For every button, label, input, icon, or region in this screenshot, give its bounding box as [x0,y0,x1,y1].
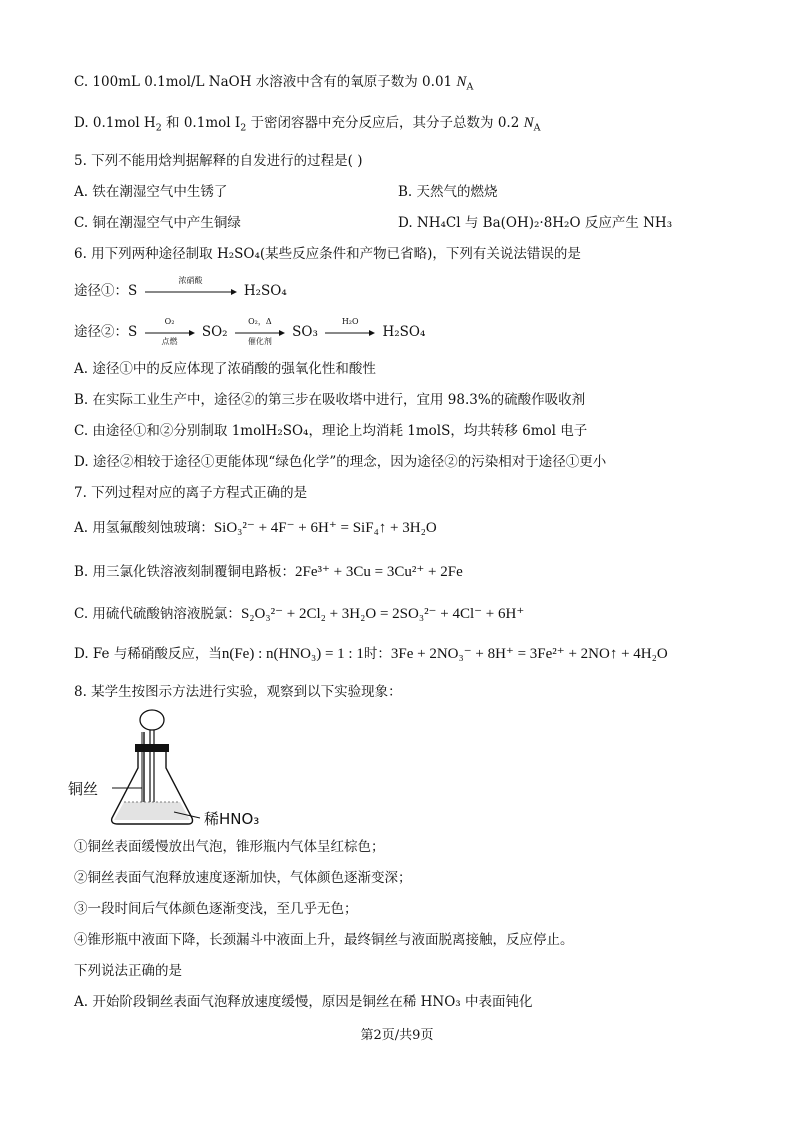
route-1: 途径①：S 浓硝酸 H₂SO₄ [74,275,287,299]
reaction-arrow: O₂，Δ 催化剂 [235,329,285,337]
q6-option-a: A. 途径①中的反应体现了浓硝酸的强氧化性和酸性 [74,361,376,377]
reaction-arrow: O₂ 点燃 [145,329,195,337]
na-symbol: N [456,74,467,90]
q8-option-a: A. 开始阶段铜丝表面气泡释放速度缓慢，原因是铜丝在稀 HNO₃ 中表面钝化 [74,994,533,1010]
q6-option-d: D. 途径②相较于途径①更能体现“绿色化学”的理念，因为途径②的污染相对于途径①更小 [74,454,607,470]
reaction-arrow: 浓硝酸 [145,288,237,296]
route-2: 途径②：S O₂ 点燃 SO₂ O₂，Δ 催化剂 SO₃ H₂O H₂SO₄ [74,316,426,346]
q7-option-a: A. 用氢氟酸刻蚀玻璃：SiO₃²⁻ + 4F⁻ + 6H⁺ = SiF₄↑ + 3H₂O [74,520,437,536]
q5-option-a: A. 铁在潮湿空气中生锈了 [74,184,228,200]
q5-option-c: C. 铜在潮湿空气中产生铜绿 [74,215,241,231]
observation-3: ③一段时间后气体颜色逐渐变浅，至几乎无色； [74,901,358,917]
q5-option-d: D. NH₄Cl 与 Ba(OH)₂·8H₂O 反应产生 NH₃ [398,215,673,231]
label-dilute-hno3: 稀HNO₃ [204,810,260,828]
reaction-arrow: H₂O [325,329,375,337]
observation-2: ②铜丝表面气泡释放速度逐渐加快，气体颜色逐渐变深； [74,870,412,886]
q6-option-c: C. 由途径①和②分别制取 1molH₂SO₄，理论上均消耗 1molS，均共转移 6mol 电子 [74,423,588,439]
q7-option-c: C. 用硫代硫酸钠溶液脱氯：S₂O₃²⁻ + 2Cl₂ + 3H₂O = 2SO₃²⁻ + 4Cl⁻ + 6H⁺ [74,606,525,622]
observation-4: ④锥形瓶中液面下降，长颈漏斗中液面上升，最终铜丝与液面脱离接触，反应停止。 [74,932,574,948]
page-footer: 第2页/共9页 [360,1028,434,1043]
q5-option-b: B. 天然气的燃烧 [398,184,498,200]
option-c-prev: C. 100mL 0.1mol/L NaOH 水溶液中含有的氧原子数为 0.01 $N_A$ [74,74,474,93]
question-6: 6. 用下列两种途径制取 H₂SO₄(某些反应条件和产物已省略)，下列有关说法错误的是 [74,246,581,262]
question-7: 7. 下列过程对应的离子方程式正确的是 [74,485,308,501]
question-8: 8. 某学生按图示方法进行实验，观察到以下实验现象： [74,684,402,700]
observation-1: ①铜丝表面缓慢放出气泡，锥形瓶内气体呈红棕色； [74,839,385,855]
apparatus-figure [68,706,292,840]
question-5: 5. 下列不能用焓判据解释的自发进行的过程是( ) [74,153,363,169]
q7-option-b: B. 用三氯化铁溶液刻制覆铜电路板：2Fe³⁺ + 3Cu = 3Cu²⁺ + 2Fe [74,564,463,580]
label-copper-wire: 铜丝 [68,780,99,798]
option-d-prev: D. 0.1mol $H_2$ 和 0.1mol $I_2$ 于密闭容器中充分反应后，其分子总数为 0.2 $N_A$ [74,115,541,134]
q7-option-d: D. Fe 与稀硝酸反应，当n(Fe) : n(HNO₃) = 1 : 1时：3Fe + 2NO₃⁻ + 8H⁺ = 3Fe²⁺ + 2NO↑ + 4H₂O [74,646,668,662]
q6-option-b: B. 在实际工业生产中，途径②的第三步在吸收塔中进行，宜用 98.3%的硫酸作吸收剂 [74,392,586,408]
na-symbol-2: N [523,115,534,131]
q8-stem: 下列说法正确的是 [74,963,182,979]
